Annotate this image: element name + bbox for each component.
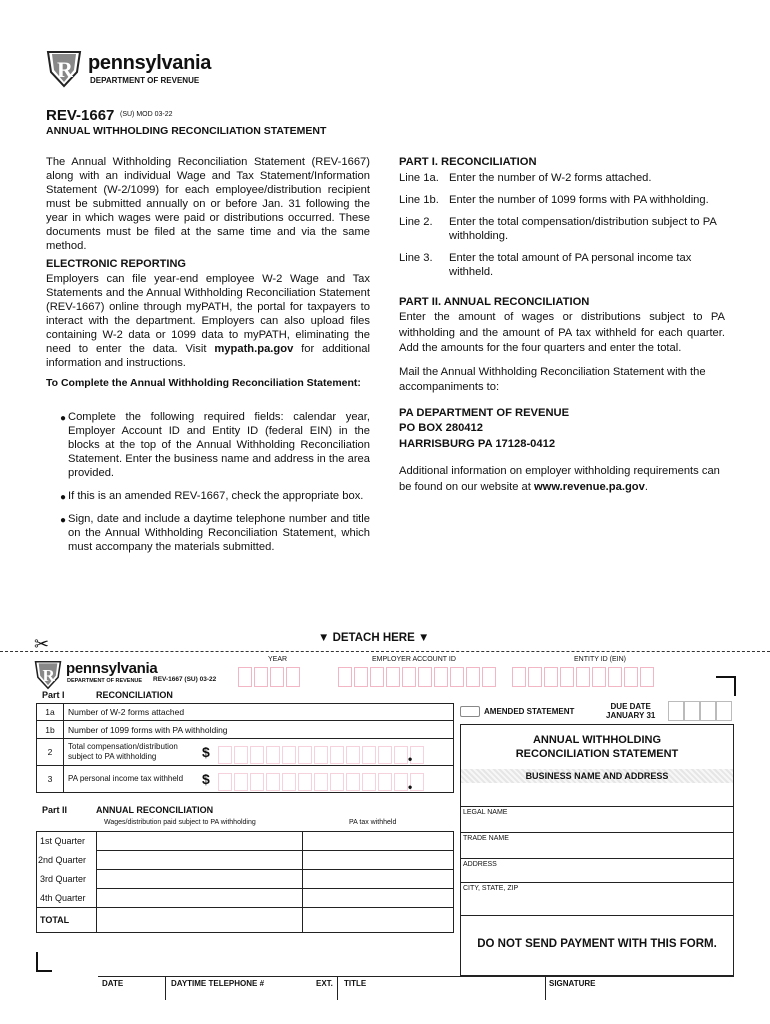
part1-title: RECONCILIATION [96, 690, 173, 700]
corner-mark [36, 952, 52, 972]
bullet-item [54, 489, 370, 503]
row-label: Number of W-2 forms attached [68, 707, 185, 717]
quarter-label: 3rd Quarter [40, 874, 87, 884]
quarter-label: 4th Quarter [40, 893, 86, 903]
compensation-input[interactable] [218, 746, 424, 764]
part1-heading: PART I. RECONCILIATION [399, 156, 537, 168]
field-label: LEGAL NAME [463, 809, 508, 816]
line-label: Line 3. [399, 252, 433, 264]
amended-label: AMENDED STATEMENT [484, 707, 575, 716]
city-state-zip-field[interactable] [461, 882, 733, 916]
intro-text: The Annual Withholding Reconciliation Statement (REV-1667) along with an individual Wage and Tax Statement/Information Statement (W-2/1099) for each employee/distribution recipient must be submitted annually on or before Jan. 31 following the year in which wages were paid or distributions occurred. These documents must be filed at the same time and via the same method. [46, 156, 370, 252]
col-divider [96, 831, 97, 933]
due-date-line: DUE DATE [610, 702, 651, 711]
table-row [36, 703, 454, 721]
form-department: DEPARTMENT OF REVENUE [67, 678, 143, 684]
col-tax-header: PA tax withheld [349, 819, 397, 826]
row-number: 2 [37, 739, 64, 765]
year-input[interactable] [238, 667, 300, 687]
row-label: PA personal income tax withheld [68, 774, 184, 783]
signature-label: SIGNATURE [549, 979, 596, 988]
detach-line [0, 651, 770, 652]
part1-label: Part I [42, 690, 65, 700]
electronic-heading: ELECTRONIC REPORTING [46, 258, 186, 270]
quarter-label: 1st Quarter [40, 836, 86, 846]
signature-line [98, 976, 734, 977]
complete-heading: To Complete the Annual Withholding Reconciliation Statement: [46, 377, 361, 389]
field-label: CITY, STATE, ZIP [463, 885, 519, 892]
table-row [36, 721, 454, 739]
bullet-text: Sign, date and include a daytime telephone number and title on the Annual Withholding Reconciliation Statement, which must accompany the materials submitted. [68, 513, 370, 553]
form-mod: (SU) MOD 03-22 [120, 111, 173, 118]
bullet-list [54, 410, 370, 554]
additional-text: Additional information on employer withholding requirements can be found on our website at [399, 465, 720, 493]
col-divider [165, 976, 166, 1000]
additional-end: . [644, 480, 648, 493]
mail-address [399, 406, 725, 453]
row-divider [96, 888, 454, 889]
due-date [606, 702, 655, 720]
row-number: 1b [37, 721, 64, 738]
row-label: Number of 1099 forms with PA withholding [68, 724, 228, 735]
svg-text:R: R [42, 666, 55, 686]
tax-withheld-input[interactable] [218, 773, 424, 791]
instructions-right [399, 155, 725, 495]
corner-mark [716, 676, 736, 696]
decimal-point: • [408, 752, 413, 766]
keystone-logo-icon [46, 50, 82, 93]
address-field[interactable] [461, 858, 733, 883]
phone-label: DAYTIME TELEPHONE # [171, 979, 265, 988]
statement-title-line: RECONCILIATION STATEMENT [515, 748, 679, 760]
statement-title [460, 733, 734, 761]
line-label: Line 1b. [399, 194, 439, 206]
mypath-link[interactable]: mypath.pa.gov [214, 343, 294, 355]
bullet-icon: ● [60, 492, 67, 503]
col-divider [545, 976, 546, 1000]
year-label: YEAR [268, 656, 288, 663]
department-name: DEPARTMENT OF REVENUE [90, 76, 200, 85]
address-line: HARRISBURG PA 17128-0412 [399, 437, 556, 450]
line-label: Line 1a. [399, 172, 439, 184]
trade-name-field[interactable] [461, 832, 733, 857]
row-number: 3 [37, 766, 64, 792]
mail-text: Mail the Annual Withholding Reconciliation Statement with the accompaniments to: [399, 365, 706, 393]
line-text: Enter the number of 1099 forms with PA withholding. [449, 194, 709, 206]
address-line: PO BOX 280412 [399, 422, 483, 434]
amended-checkbox[interactable] [460, 706, 480, 717]
no-payment-notice: DO NOT SEND PAYMENT WITH THIS FORM. [477, 938, 717, 950]
additional-info [399, 464, 725, 495]
line-text: Enter the number of W-2 forms attached. [449, 172, 652, 184]
part2-label: Part II [42, 805, 68, 815]
col-divider [302, 831, 303, 933]
scissors-icon: ✂ [34, 634, 50, 654]
bullet-item [54, 512, 370, 554]
detach-label: ▼ DETACH HERE ▼ [318, 632, 430, 644]
form-brand-name: pennsylvania [66, 660, 158, 677]
row-label: Total compensation/distribution subject to PA withholding [68, 742, 178, 761]
brand-name: pennsylvania [88, 52, 212, 74]
svg-text:R: R [57, 57, 73, 82]
row-divider [36, 907, 454, 908]
bullet-text: If this is an amended REV-1667, check the appropriate box. [68, 490, 364, 502]
bullet-text: Complete the following required fields: calendar year, Employer Account ID and Entity ID (federal EIN) in the blocks at the top of the Annual Withholding Reconciliation Statement. Enter the business name and address in the area provided. [68, 411, 370, 479]
part2-heading: PART II. ANNUAL RECONCILIATION [399, 296, 590, 308]
bullet-icon: ● [60, 515, 67, 526]
business-label: BUSINESS NAME AND ADDRESS [461, 769, 733, 783]
col-divider [337, 976, 338, 1000]
entity-label: ENTITY ID (EIN) [574, 656, 626, 663]
bullet-item [54, 410, 370, 480]
due-date-line: JANUARY 31 [606, 711, 656, 720]
total-label: TOTAL [40, 915, 70, 925]
line-3 [399, 251, 725, 279]
form-code: REV-1667 (SU) 03-22 [153, 676, 217, 683]
electronic-text-part: Employers can file year-end employee W-2 Wage and Tax Statements and the Annual Withholding Reconciliation Statement (REV-1667) online through myPATH, the portal for taxpayers to interact with the department. Employers can also upload files containing W-2 data or 1099 data to myPATH, eliminating the need to enter the data. Visit [46, 273, 370, 355]
employer-label: EMPLOYER ACCOUNT ID [372, 656, 456, 663]
bullet-icon: ● [60, 413, 67, 424]
quarter-label: 2nd Quarter [38, 855, 87, 865]
field-label: TRADE NAME [463, 835, 509, 842]
field-label: ADDRESS [463, 861, 497, 868]
form-title: ANNUAL WITHHOLDING RECONCILIATION STATEMENT [46, 125, 327, 137]
due-date-boxes [668, 701, 732, 721]
part2-title: ANNUAL RECONCILIATION [96, 805, 214, 815]
line-text: Enter the total compensation/distribution subject to PA withholding. [449, 216, 717, 242]
col-wages-header: Wages/distribution paid subject to PA withholding [104, 819, 256, 826]
dollar-sign: $ [202, 771, 210, 787]
line-text: Enter the total amount of PA personal income tax withheld. [449, 252, 692, 278]
statement-title-line: ANNUAL WITHHOLDING [532, 734, 662, 746]
revenue-website-link[interactable]: www.revenue.pa.gov [533, 480, 645, 493]
entity-id-input[interactable] [512, 667, 654, 687]
line-label: Line 2. [399, 216, 433, 228]
employer-account-input[interactable] [338, 667, 496, 687]
form-number: REV-1667 [46, 107, 115, 124]
electronic-text [46, 272, 370, 370]
part2-table [36, 831, 454, 933]
dollar-sign: $ [202, 744, 210, 760]
line-2 [399, 215, 725, 243]
electronic-text-end: for additional information and instructions. [46, 343, 371, 369]
part2-text: Enter the amount of wages or distributions subject to PA withholding and the amount of PA tax withheld for each quarter. Add the amounts for the four quarters and enter the total. [399, 311, 725, 354]
title-label: TITLE [344, 979, 367, 988]
legal-name-field[interactable] [461, 806, 733, 831]
decimal-point: • [408, 780, 413, 794]
ext-label: EXT. [316, 979, 333, 988]
row-divider [96, 869, 454, 870]
date-label: DATE [102, 979, 124, 988]
line-1a [399, 171, 725, 185]
address-line: PA DEPARTMENT OF REVENUE [399, 406, 570, 419]
row-divider [96, 850, 454, 851]
row-number: 1a [37, 704, 64, 720]
line-1b [399, 193, 725, 207]
